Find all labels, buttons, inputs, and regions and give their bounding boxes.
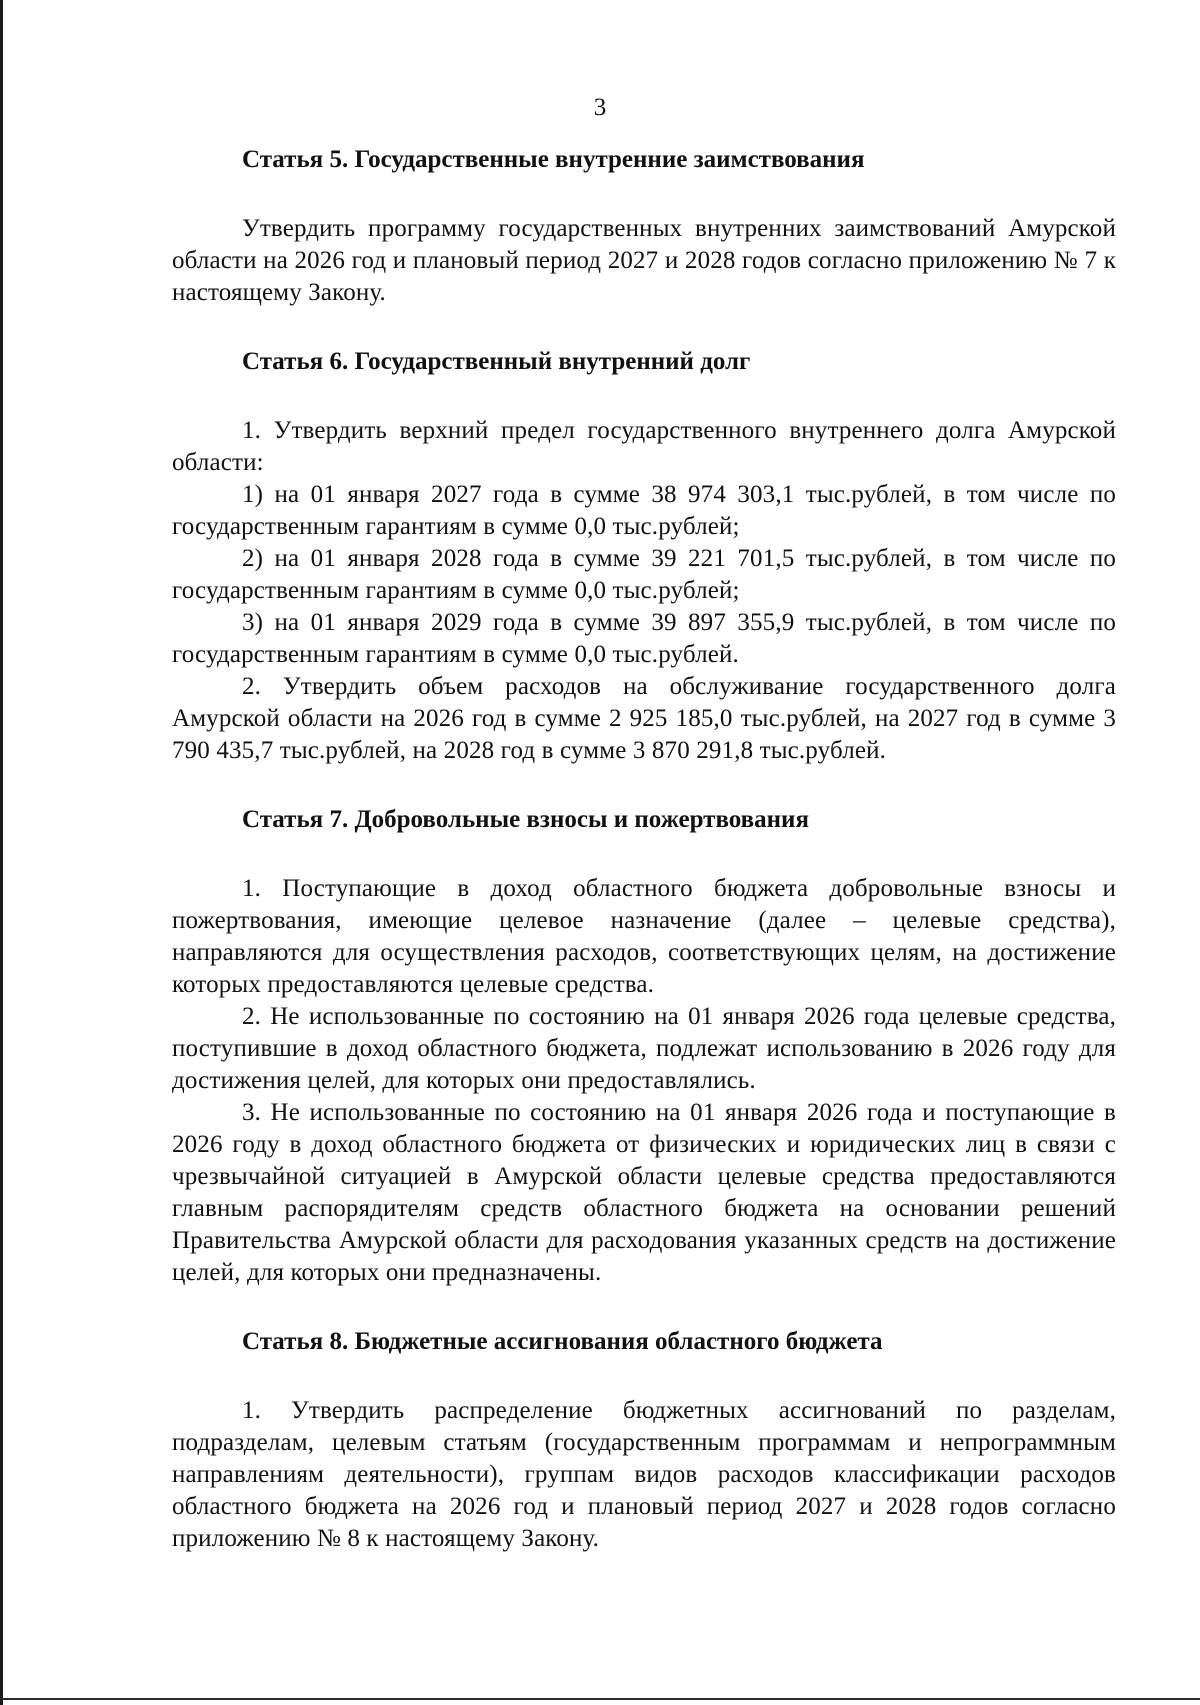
article-6-item-2: 2) на 01 января 2028 года в сумме 39 221 701,5 тыс.рублей, в том числе по государственным гарантиям в сумме 0,0 тыс.рублей; [172, 545, 1116, 604]
article-7-title: Статья 7. Добровольные взносы и пожертвования [242, 806, 809, 833]
article-6-item-3: 3) на 01 января 2029 года в сумме 39 897 355,9 тыс.рублей, в том числе по государственным гарантиям в сумме 0,0 тыс.рублей. [172, 609, 1116, 668]
article-5-title: Статья 5. Государственные внутренние заимствования [242, 146, 865, 173]
article-7-paragraph-2: 2. Не использованные по состоянию на 01 января 2026 года целевые средства, поступившие в доход областного бюджета, подлежат использованию в 2026 году для достижения целей, для которых они предоставлялись. [172, 1003, 1116, 1094]
article-7-paragraph-3: 3. Не использованные по состоянию на 01 января 2026 года и поступающие в 2026 году в доход областного бюджета от физических и юридических лиц в связи с чрезвычайной ситуацией в Амурской области целевые средства предоставляются главным распорядителям средств областного бюджета на основании решений Правительства Амурской области для расходования указанных средств на достижение целей, для которых они предназначены. [172, 1099, 1116, 1286]
page-number: 3 [593, 94, 607, 121]
article-8-title: Статья 8. Бюджетные ассигнования областного бюджета [242, 1328, 883, 1355]
article-5 [172, 144, 1116, 309]
document-body [172, 144, 1116, 1555]
article-6-paragraph-2: 2. Утвердить объем расходов на обслуживание государственного долга Амурской области на 2026 год в сумме 2 925 185,0 тыс.рублей, на 2027 год в сумме 3 790 435,7 тыс.рублей, на 2028 год в сумме 3 870 291,8 тыс.рублей. [172, 673, 1116, 764]
article-6-paragraph-1: 1. Утвердить верхний предел государственного внутреннего долга Амурской области: [172, 417, 1116, 476]
scan-edge-left [0, 0, 3, 1705]
scan-edge-bottom [0, 1698, 1200, 1700]
article-6 [172, 346, 1116, 767]
article-6-title: Статья 6. Государственный внутренний долг [242, 348, 751, 375]
article-7 [172, 804, 1116, 1289]
article-5-paragraph-1: Утвердить программу государственных внутренних заимствований Амурской области на 2026 год и плановый период 2027 и 2028 годов согласно приложению № 7 к настоящему Закону. [172, 215, 1116, 306]
article-8 [172, 1326, 1116, 1555]
article-7-paragraph-1: 1. Поступающие в доход областного бюджета добровольные взносы и пожертвования, имеющие целевое назначение (далее – целевые средства), направляются для осуществления расходов, соответствующих целям, на достижение которых предоставляются целевые средства. [172, 875, 1116, 998]
article-8-paragraph-1: 1. Утвердить распределение бюджетных ассигнований по разделам, подразделам, целевым статьям (государственным программам и непрограммным направлениям деятельности), группам видов расходов классификации расходов областного бюджета на 2026 год и плановый период 2027 и 2028 годов согласно приложению № 8 к настоящему Закону. [172, 1397, 1116, 1552]
article-6-item-1: 1) на 01 января 2027 года в сумме 38 974 303,1 тыс.рублей, в том числе по государственным гарантиям в сумме 0,0 тыс.рублей; [172, 481, 1116, 540]
